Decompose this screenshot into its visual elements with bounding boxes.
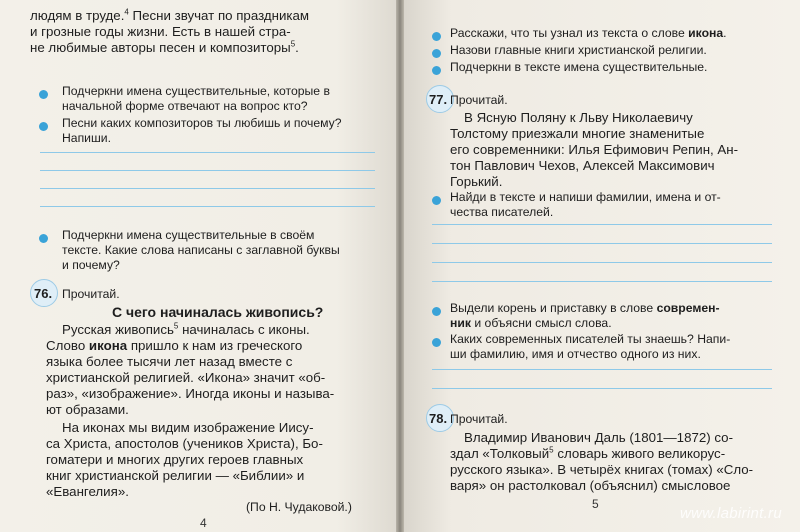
source-attribution: (По Н. Чудаковой.) (246, 500, 352, 514)
text-line: «Евангелия». (46, 484, 129, 499)
text-line: В Ясную Поляну к Льву Николаевичу (464, 110, 693, 125)
task-capital-letters-2: тексте. Какие слова написаны с заглавной буквы (62, 243, 340, 257)
bullet-icon (432, 66, 441, 75)
text-line: са Христа, апостолов (учеников Христа), Бо- (46, 436, 323, 451)
exercise-76-label: Прочитай. (62, 287, 120, 301)
bullet-icon (432, 338, 441, 347)
task-underline-nouns-1: Подчеркни имена существительные, которые в (62, 84, 330, 98)
task-root-prefix-2: ник и объясни смысл слова. (450, 316, 612, 330)
writing-line[interactable] (432, 369, 772, 370)
text-line: Владимир Иванович Даль (1801—1872) со- (464, 430, 733, 445)
writing-line[interactable] (432, 281, 772, 282)
text-line: Толстому приезжали многие знаменитые (450, 126, 705, 141)
exercise-77-number: 77. (429, 92, 448, 107)
task-capital-letters-1: Подчеркни имена существительные в своём (62, 228, 315, 242)
text-line: гоматери и многих других героев главных (46, 452, 304, 467)
text-line: Горький. (450, 174, 503, 189)
bullet-icon (432, 32, 441, 41)
text-line: тон Павлович Чехов, Алексей Максимович (450, 158, 715, 173)
writing-line[interactable] (40, 152, 375, 153)
writing-line[interactable] (40, 170, 375, 171)
task-tell-about-icon: Расскажи, что ты узнал из текста о слове икона. (450, 26, 727, 40)
task-writers-1: Каких современных писателей ты знаешь? Напи- (450, 332, 731, 346)
text-line: Слово икона пришло к нам из греческого (46, 338, 303, 353)
writing-line[interactable] (432, 388, 772, 389)
task-composers-2: Напиши. (62, 131, 111, 145)
text-line: раз», «изображение». Иногда иконы и называ- (46, 386, 335, 401)
left-page (0, 0, 396, 532)
task-underline-nouns-2: начальной форме отвечают на вопрос кто? (62, 99, 308, 113)
bullet-icon (432, 307, 441, 316)
task-find-names-2: чества писателей. (450, 205, 554, 219)
book-spine (396, 0, 404, 532)
task-writers-2: ши фамилию, имя и отчество одного из них. (450, 347, 701, 361)
exercise-78-number: 78. (429, 411, 448, 426)
text-line: христианской религией. «Икона» значит «об- (46, 370, 326, 385)
intro-line-1: людям в труде.$^4$ Песни звучат по праздникам (30, 7, 310, 23)
writing-line[interactable] (40, 206, 375, 207)
text-line: языка более тысячи лет назад вместе с (46, 354, 293, 369)
text-line: здал «Толковый$^5$ словарь живого великорус- (450, 445, 726, 461)
text-line: На иконах мы видим изображение Иису- (62, 420, 314, 435)
bullet-icon (432, 49, 441, 58)
text-line: русского языка». В четырёх книгах (томах) «Сло- (450, 462, 754, 477)
text-line: его современники: Илья Ефимович Репин, Ан- (450, 142, 739, 157)
exercise-78-label: Прочитай. (450, 412, 508, 426)
bullet-icon (432, 196, 441, 205)
text-line: Русская живопись$^5$ начиналась с иконы. (62, 321, 310, 337)
text-line: варя» он растолковал (объяснил) смысловое (450, 478, 731, 493)
task-name-books: Назови главные книги христианской религии. (450, 43, 707, 57)
bullet-icon (39, 122, 48, 131)
page-number: 4 (200, 516, 207, 530)
task-find-names-1: Найди в тексте и напиши фамилии, имена и от- (450, 190, 721, 204)
exercise-77-label: Прочитай. (450, 93, 508, 107)
task-capital-letters-3: и почему? (62, 258, 120, 272)
writing-line[interactable] (432, 224, 772, 225)
exercise-76-title: С чего начиналась живопись? (112, 304, 324, 320)
text-line: ют образами. (46, 402, 129, 417)
right-page (404, 0, 800, 532)
text-line: книг христианской религии — «Библии» и (46, 468, 305, 483)
writing-line[interactable] (432, 262, 772, 263)
watermark: www.labirint.ru (679, 505, 782, 522)
task-root-prefix-1: Выдели корень и приставку в слове современ- (450, 301, 720, 315)
task-composers-1: Песни каких композиторов ты любишь и почему? (62, 116, 342, 130)
bullet-icon (39, 234, 48, 243)
exercise-76-number: 76. (34, 286, 53, 301)
page-number: 5 (592, 497, 599, 511)
bullet-icon (39, 90, 48, 99)
writing-line[interactable] (432, 243, 772, 244)
intro-line-2: и грозные годы жизни. Есть в нашей стра- (30, 24, 291, 39)
task-underline-nouns: Подчеркни в тексте имена существительные. (450, 60, 708, 74)
writing-line[interactable] (40, 188, 375, 189)
intro-line-3: не любимые авторы песен и композиторы$^5$. (30, 39, 299, 55)
